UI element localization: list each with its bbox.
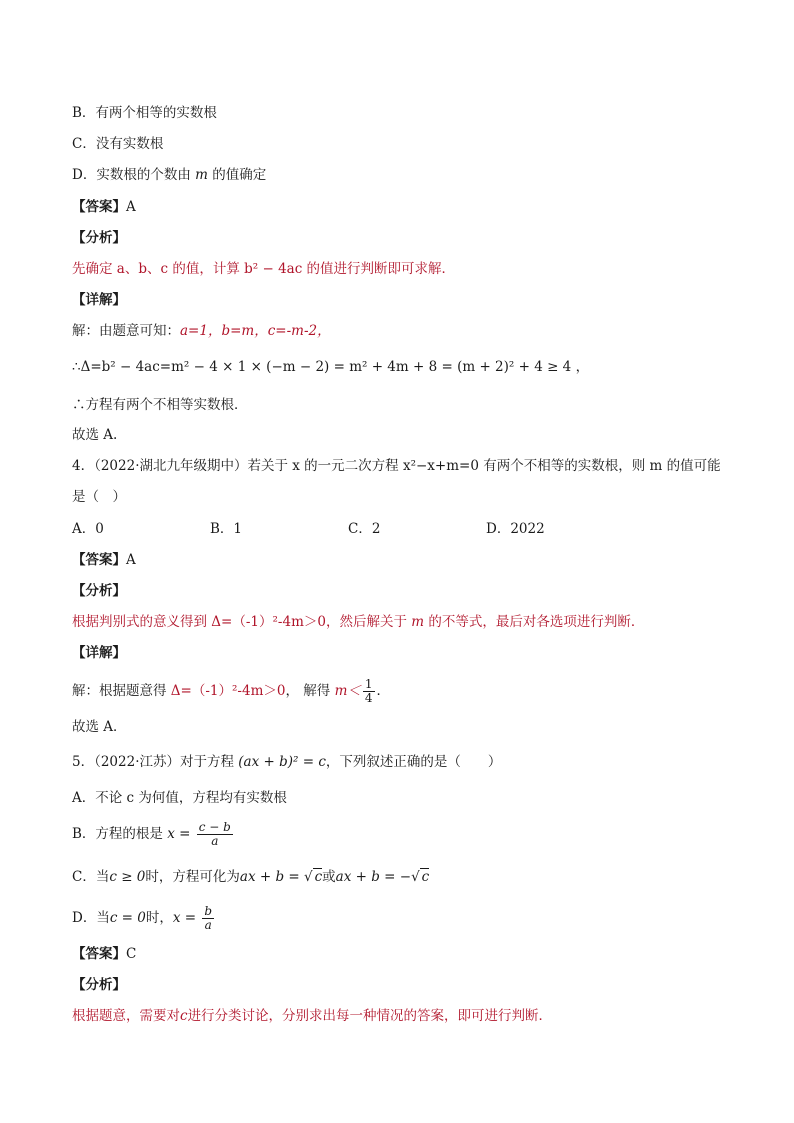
q5-option-d: D．当c = 0时，x = $\frac{b}{a}$: [72, 904, 213, 932]
q3-answer: 【答案】A: [72, 199, 136, 215]
q5-option-c: C．当c ≥ 0时，方程可化为ax + b = √ c或ax + b = −√ c: [72, 869, 430, 885]
q4-option-a: A．0: [72, 521, 104, 537]
q4-analysis-tag: 【分析】: [72, 583, 126, 599]
q4-detail-tag: 【详解】: [72, 645, 126, 661]
q5-option-a: A．不论 c 为何值，方程均有实数根: [72, 790, 287, 806]
q4-analysis: 根据判别式的意义得到 Δ=（-1）²-4m＞0，然后解关于 m 的不等式，最后对各选项进行判断．: [72, 614, 645, 630]
q4-option-d: D．2022: [486, 521, 545, 537]
q4-option-b: B．1: [210, 521, 243, 537]
option-d: D．实数根的个数由 m 的值确定: [72, 167, 267, 183]
sqrt-c-neg: c: [421, 869, 430, 885]
q3-detail-tag: 【详解】: [72, 292, 126, 308]
q5-analysis-tag: 【分析】: [72, 977, 126, 993]
option-b: B．有两个相等的实数根: [72, 105, 217, 121]
fraction-root: $\frac{c - b}{a}$: [198, 820, 231, 848]
q4-answer: 【答案】A: [72, 552, 136, 568]
q3-conclusion: 故选 A.: [72, 427, 118, 443]
q5-analysis: 根据题意，需要对c进行分类讨论，分别求出每一种情况的答案，即可进行判断．: [72, 1008, 553, 1024]
q5-stem: 5．（2022·江苏）对于方程 (ax + b)² = c，下列叙述正确的是（ ）: [72, 754, 502, 770]
q4-stem-line1: 4．（2022·湖北九年级期中）若关于 x 的一元二次方程 x²−x+m=0 有两个不相等的实数根，则 m 的值可能: [72, 458, 721, 474]
q4-conclusion: 故选 A．: [72, 719, 127, 735]
q3-detail-3: ∴方程有两个不相等实数根．: [72, 397, 248, 413]
q4-stem-line2: 是（ ）: [72, 489, 126, 505]
q3-detail-2: ∴Δ=b² − 4ac=m² − 4 × 1 × (−m − 2) = m² + 4m + 8 = (m + 2)² + 4 ≥ 4 ，: [72, 359, 590, 375]
q4-options: [72, 519, 624, 539]
fraction-b-over-a: $\frac{b}{a}$: [204, 904, 213, 932]
q3-detail-1: 解：由题意可知：a=1，b=m，c=-m-2，: [72, 323, 331, 339]
sqrt-c: c: [314, 869, 323, 885]
q4-option-c: C．2: [348, 521, 381, 537]
q5-answer: 【答案】C: [72, 946, 137, 962]
q5-option-b: B．方程的根是 x = $\frac{c - b}{a}$: [72, 820, 231, 848]
fraction-one-quarter: $\frac{1}{4}$: [364, 677, 373, 705]
q3-analysis: 先确定 a、b、c 的值，计算 b² − 4ac 的值进行判断即可求解．: [72, 261, 456, 277]
q4-detail: 解：根据题意得 Δ=（-1）²-4m＞0， 解得 m＜ $\frac{1}{4}$ ．: [72, 677, 391, 705]
option-c: C．没有实数根: [72, 136, 164, 152]
q3-analysis-tag: 【分析】: [72, 230, 126, 246]
